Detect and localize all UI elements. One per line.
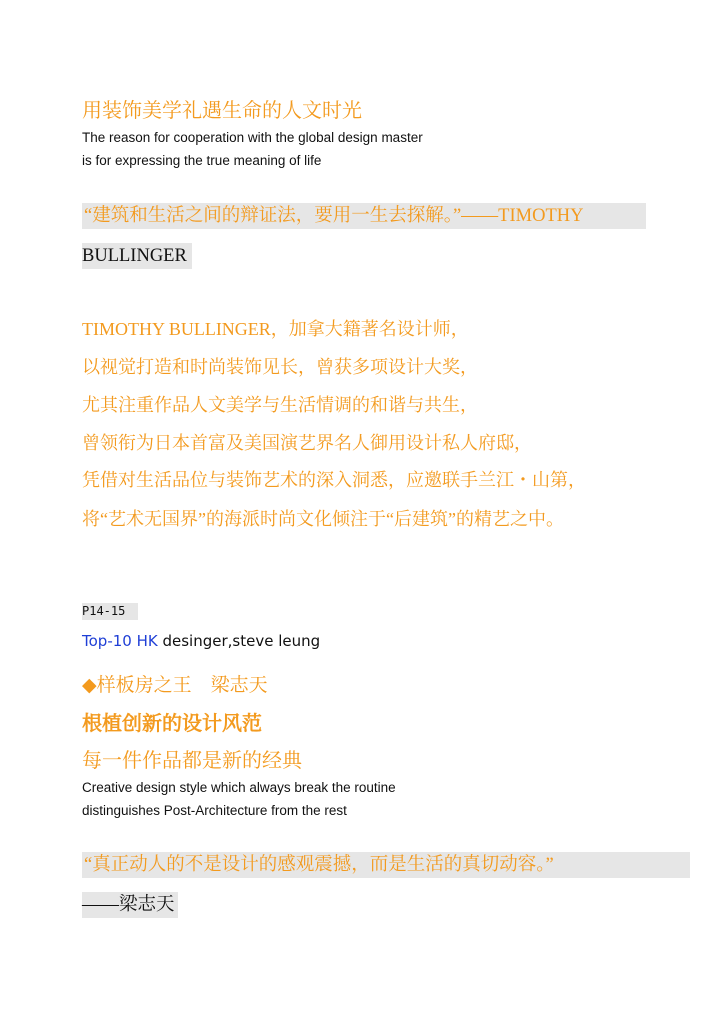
bio-paragraph-line: TIMOTHY BULLINGER，加拿大籍著名设计师， xyxy=(82,319,469,339)
english-tagline-line: distinguishes Post-Architecture from the rest xyxy=(82,803,347,818)
english-tagline-line: is for expressing the true meaning of life xyxy=(82,153,322,168)
bio-paragraph-line: 以视觉打造和时尚装饰见长，曾获多项设计大奖， xyxy=(82,357,478,377)
page-reference: P14-15 xyxy=(82,603,138,620)
designer-tagline xyxy=(82,632,320,650)
english-tagline-line: The reason for cooperation with the global design master xyxy=(82,130,423,145)
designer-subtitle: ◆样板房之王 梁志天 xyxy=(82,674,268,696)
quote-attribution: ——梁志天 xyxy=(82,892,178,918)
quote-line: “真正动人的不是设计的感观震撼，而是生活的真切动容。” xyxy=(82,852,690,878)
designer-tagline-rest: desinger,steve leung xyxy=(157,632,321,650)
bio-paragraph-line: 凭借对生活品位与装饰艺术的深入洞悉，应邀联手兰江・山第， xyxy=(82,470,586,490)
bio-paragraph-line: 尤其注重作品人文美学与生活情调的和谐与共生， xyxy=(82,395,478,415)
section-heading-bold: 根植创新的设计风范 xyxy=(82,711,262,735)
top10-highlight: Top-10 HK xyxy=(82,632,158,650)
section-heading: 每一件作品都是新的经典 xyxy=(82,748,302,772)
quote-line: “建筑和生活之间的辩证法，要用一生去探解。”——TIMOTHY xyxy=(82,203,646,229)
bio-paragraph-line: 将“艺术无国界”的海派时尚文化倾注于“后建筑”的精艺之中。 xyxy=(82,509,564,529)
english-tagline-line: Creative design style which always break the routine xyxy=(82,780,396,795)
bio-paragraph-line: 曾领衔为日本首富及美国演艺界名人御用设计私人府邸， xyxy=(82,433,532,453)
quote-attribution: BULLINGER xyxy=(82,243,192,269)
section-title: 用装饰美学礼遇生命的人文时光 xyxy=(82,98,362,122)
